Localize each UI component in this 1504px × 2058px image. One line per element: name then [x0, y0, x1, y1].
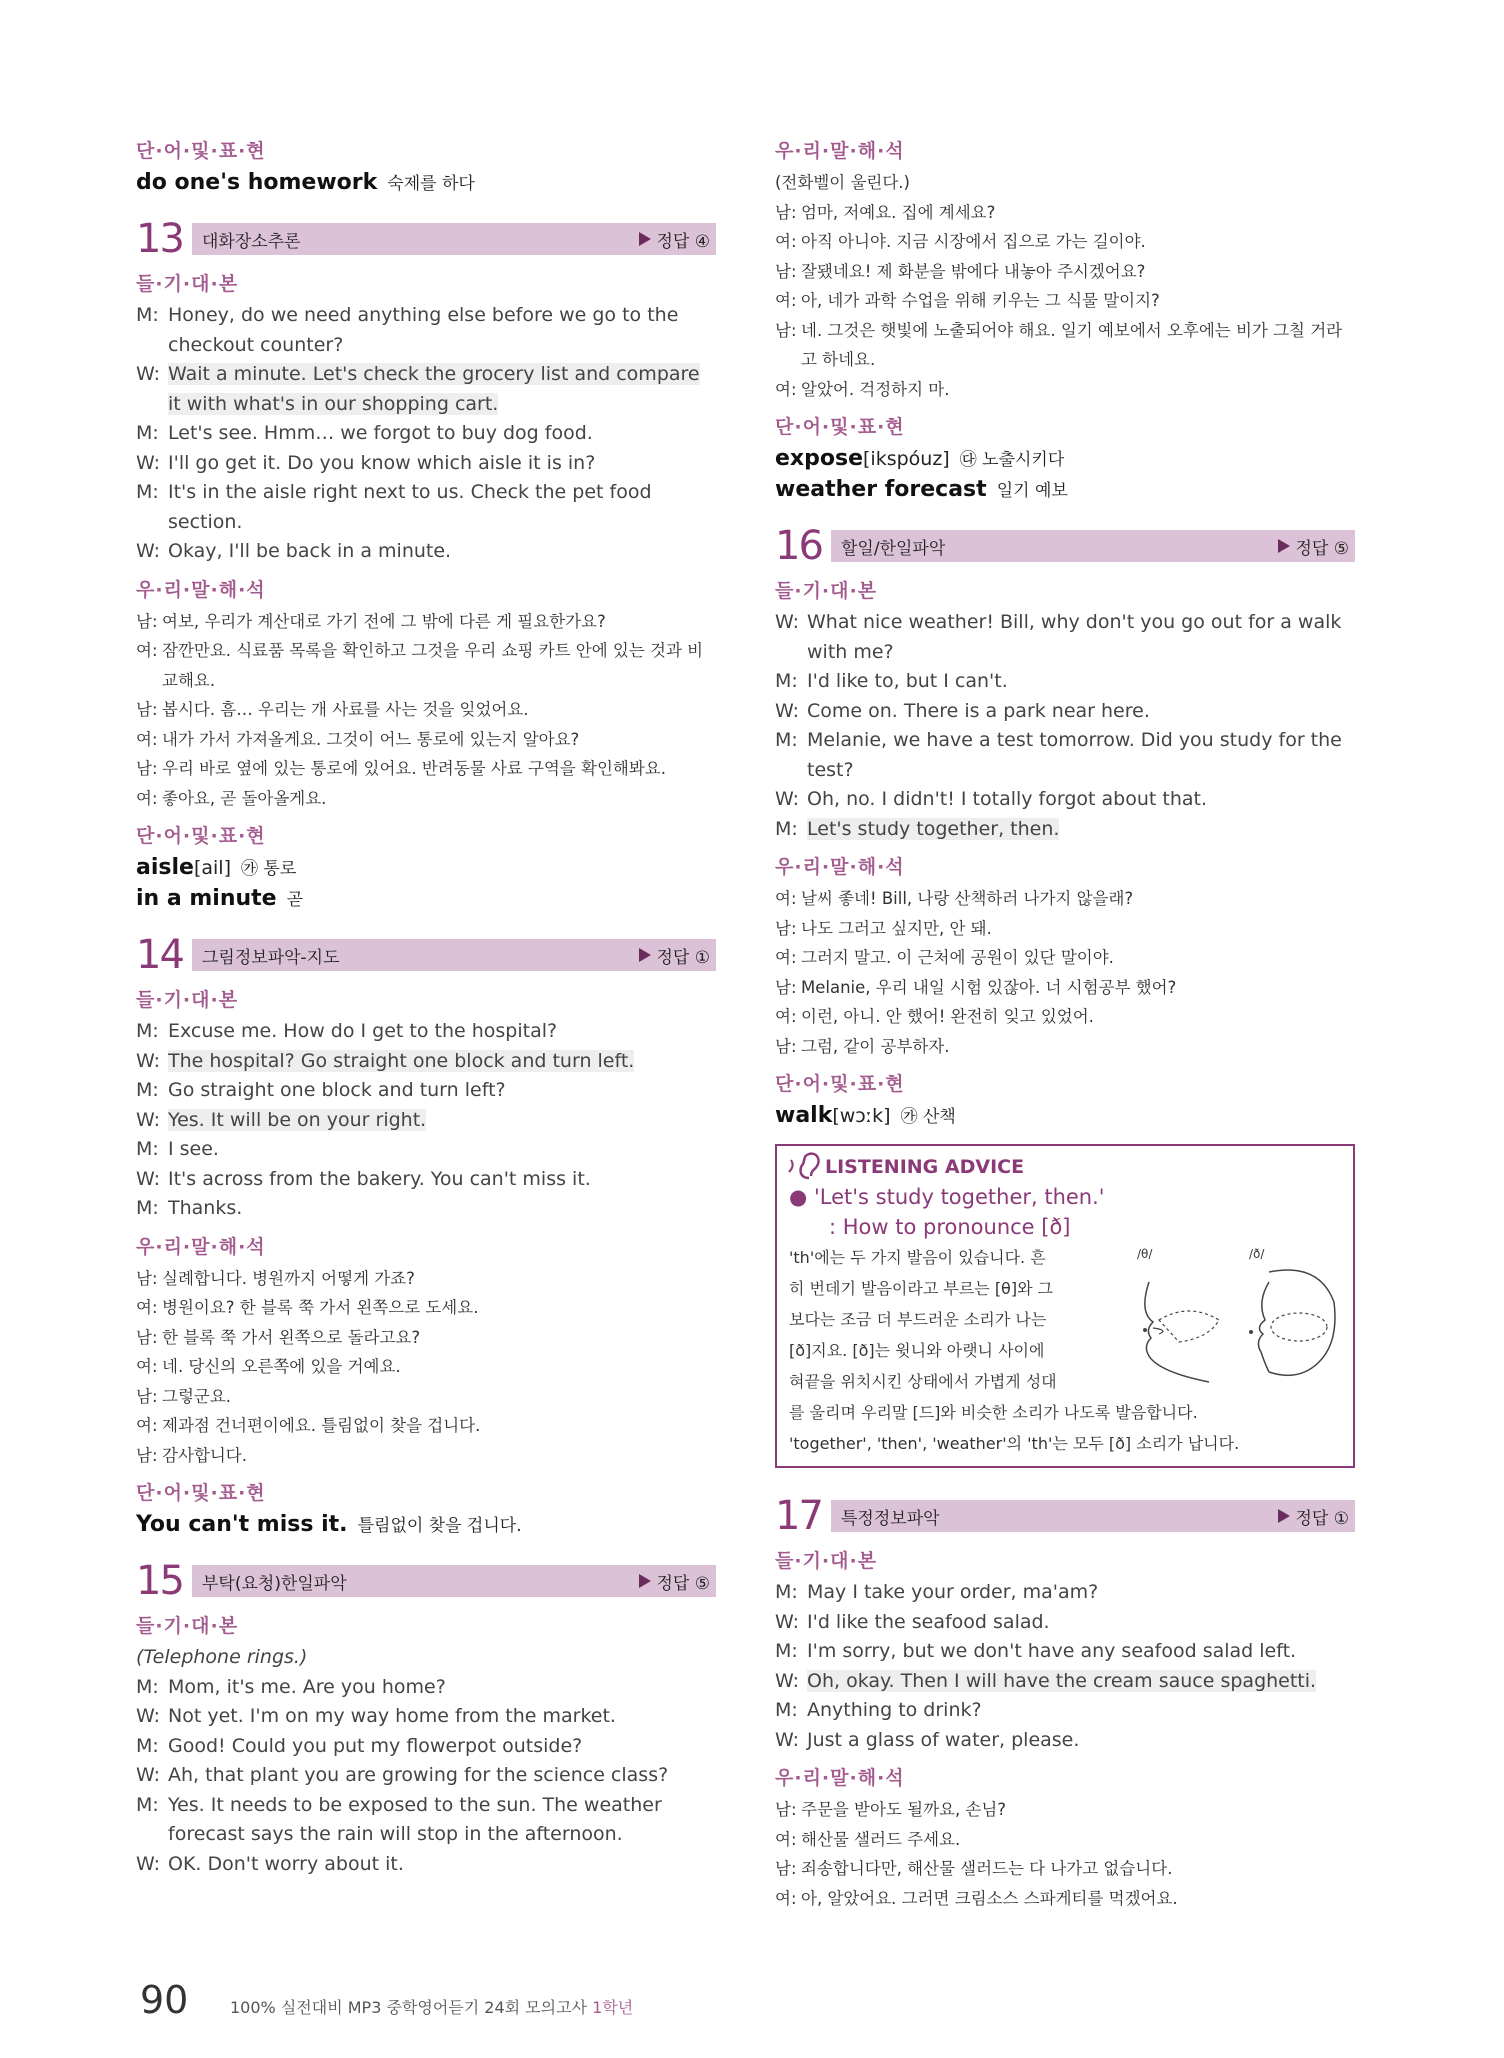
- translation-line: 여: 아, 알았어요. 그러면 크림소스 스파게티를 먹겠어요.: [775, 1888, 1178, 1908]
- translation-line: 남: 감사합니다.: [136, 1445, 247, 1465]
- triangle-icon: [639, 232, 651, 246]
- advice-line: 를 울리며 우리말 [드]와 비슷한 소리가 나도록 발음합니다.: [789, 1403, 1198, 1422]
- question-number: 17: [775, 1493, 822, 1539]
- script-line: W: The hospital? Go straight one block and turn left.: [136, 1049, 635, 1072]
- question-type: 그림정보파악-지도: [202, 947, 340, 968]
- advice-topic: : How to pronounce [ð]: [829, 1215, 1071, 1239]
- script-line: M: Yes. It needs to be exposed to the sun. The weather forecast says the rain will stop in the afternoon.: [136, 1793, 662, 1845]
- script-line: W: Ah, that plant you are growing for the science class?: [136, 1764, 669, 1786]
- vocab-item: walk[wɔːk] ㉮ 산책: [775, 1103, 956, 1128]
- listening-script-label: 들·기·대·본: [136, 1615, 239, 1637]
- translation-label: 우·리·말·해·석: [775, 140, 905, 162]
- translation-line: 남: 주문을 받아도 될까요, 손님?: [775, 1800, 1007, 1819]
- script-line: W: Just a glass of water, please.: [775, 1728, 1080, 1751]
- question-type: 할일/한일파악: [841, 538, 946, 559]
- question-number: 14: [136, 932, 183, 978]
- question-16-header: [775, 524, 1355, 568]
- translation-line: 여: 아, 네가 과학 수업을 위해 키우는 그 식물 말이지?: [775, 291, 1160, 310]
- vocab-item: aisle[ail] ㉮ 통로: [136, 855, 297, 880]
- triangle-icon: [639, 1574, 651, 1588]
- question-type-bar: [831, 530, 1355, 562]
- advice-body: [789, 1242, 1341, 1459]
- script-line: M: I'd like to, but I can't.: [775, 670, 1008, 692]
- answer: 정답 ⑤: [639, 1569, 711, 1594]
- listening-script-label: 들·기·대·본: [775, 580, 878, 602]
- triangle-icon: [1278, 539, 1290, 553]
- vocab-item: expose[ikspóuz] ㉰ 노출시키다: [775, 446, 1065, 471]
- script-line: W: Oh, no. I didn't! I totally forgot about that.: [775, 788, 1208, 810]
- advice-line: 'together', 'then', 'weather'의 'th'는 모두 [ð] 소리가 납니다.: [789, 1434, 1240, 1453]
- translation-line: 여: 해산물 샐러드 주세요.: [775, 1829, 961, 1849]
- translation-line: 여: 이런, 아니. 안 했어! 완전히 잊고 있었어.: [775, 1007, 1094, 1026]
- script-line: M: Melanie, we have a test tomorrow. Did you study for the test?: [775, 729, 1342, 781]
- translation-label: 우·리·말·해·석: [136, 1235, 266, 1258]
- script-line: M: Let's study together, then.: [775, 817, 1060, 840]
- advice-sentence: ● 'Let's study together, then.': [789, 1185, 1105, 1209]
- triangle-icon: [1278, 1509, 1290, 1523]
- script-line: M: Good! Could you put my flowerpot outside?: [136, 1734, 583, 1757]
- script-line: W: Okay, I'll be back in a minute.: [136, 540, 452, 562]
- listening-script-label: 들·기·대·본: [136, 989, 239, 1011]
- translation-line: 여: 네. 당신의 오른쪽에 있을 거예요.: [136, 1357, 401, 1376]
- question-15-header: [136, 1559, 716, 1603]
- theta-label: /θ/: [1137, 1247, 1153, 1261]
- grade-label: 1학년: [592, 1998, 634, 2017]
- script-line: M: Go straight one block and turn left?: [136, 1079, 506, 1101]
- translation-label: 우·리·말·해·석: [775, 856, 905, 878]
- translation-label: 우·리·말·해·석: [775, 1767, 905, 1789]
- advice-title: LISTENING ADVICE: [825, 1156, 1025, 1178]
- translation-line: 남: 그럼, 같이 공부하자.: [775, 1036, 950, 1056]
- script-line: M: Excuse me. How do I get to the hospital?: [136, 1020, 558, 1042]
- question-14-header: [136, 933, 716, 977]
- answer: 정답 ⑤: [1278, 534, 1350, 559]
- script-line: W: Oh, okay. Then I will have the cream sauce spaghetti.: [775, 1669, 1317, 1692]
- listening-script-label: 들·기·대·본: [775, 1550, 878, 1572]
- translation-line: 남: 죄송합니다만, 해산물 샐러드는 다 나가고 없습니다.: [775, 1859, 1173, 1878]
- vocab-label: 단·어·및·표·현: [775, 1073, 905, 1095]
- question-number: 15: [136, 1558, 183, 1604]
- ear-icon: [785, 1150, 825, 1182]
- translation-line: 여: 그러지 말고. 이 근처에 공원이 있단 말이야.: [775, 948, 1114, 967]
- advice-line: 혀끝을 위치시킨 상태에서 가볍게 성대: [789, 1372, 1057, 1391]
- translation-line: 남: 한 블록 쭉 가서 왼쪽으로 돌라고요?: [136, 1327, 421, 1347]
- vocab-label: 단·어·및·표·현: [775, 416, 905, 438]
- advice-line: [ð]지요. [ð]는 윗니와 아랫니 사이에: [789, 1341, 1045, 1360]
- vocab-label: 단·어·및·표·현: [136, 140, 266, 162]
- advice-line: 보다는 조금 더 부드러운 소리가 나는: [789, 1310, 1047, 1329]
- script-line: M: Mom, it's me. Are you home?: [136, 1675, 446, 1698]
- script-line: W: Yes. It will be on your right.: [136, 1108, 427, 1131]
- translation-line: 여: 좋아요, 곧 돌아올게요.: [136, 788, 327, 808]
- translation-line: 남: 여보, 우리가 계산대로 가기 전에 그 밖에 다른 게 필요한가요?: [136, 611, 606, 631]
- script-line: M: It's in the aisle right next to us. Check the pet food section.: [136, 481, 652, 533]
- translation-line: 여: 날씨 좋네! Bill, 나랑 산책하러 나가지 않을래?: [775, 889, 1134, 908]
- translation-line: 여: 알았어. 걱정하지 마.: [775, 379, 950, 399]
- question-type-bar: [192, 1565, 716, 1597]
- script-line: W: Not yet. I'm on my way home from the market.: [136, 1705, 616, 1727]
- question-number: 16: [775, 523, 822, 569]
- script-line: M: Thanks.: [136, 1197, 243, 1219]
- script-line: M: I see.: [136, 1138, 219, 1160]
- translation-line: 남: Melanie, 우리 내일 시험 있잖아. 너 시험공부 했어?: [775, 977, 1177, 997]
- vocab-item: do one's homework 숙제를 하다: [136, 170, 475, 195]
- script-line: W: What nice weather! Bill, why don't you go out for a walk with me?: [775, 611, 1342, 663]
- vocab-label: 단·어·및·표·현: [136, 825, 266, 847]
- script-line: M: Anything to drink?: [775, 1699, 982, 1721]
- translation-line: 남: 나도 그러고 싶지만, 안 돼.: [775, 918, 992, 938]
- listening-advice-box: [775, 1144, 1355, 1468]
- script-line: W: Wait a minute. Let's check the grocery list and compare it with what's in our shopping cart.: [136, 363, 700, 415]
- script-line: W: I'll go get it. Do you know which aisle it is in?: [136, 451, 596, 474]
- advice-line: 히 번데기 발음이라고 부르는 [θ]와 그: [789, 1279, 1054, 1298]
- script-line: W: Come on. There is a park near here.: [775, 699, 1150, 722]
- answer: 정답 ①: [1278, 1504, 1350, 1529]
- mouth-diagram-illustration: [1119, 1242, 1349, 1392]
- script-line: W: OK. Don't worry about it.: [136, 1852, 404, 1875]
- answer: 정답 ①: [639, 943, 711, 968]
- right-column: [775, 128, 1355, 1913]
- translation-line: 남: 실례합니다. 병원까지 어떻게 가죠?: [136, 1268, 415, 1288]
- eth-label: /ð/: [1249, 1247, 1265, 1261]
- question-number: 13: [136, 216, 183, 262]
- page-footer: [140, 1978, 633, 2022]
- script-line: M: Honey, do we need anything else before we go to the checkout counter?: [136, 304, 679, 356]
- question-type: 대화장소추론: [202, 231, 301, 252]
- translation-line: 여: 아직 아니야. 지금 시장에서 집으로 가는 길이야.: [775, 232, 1146, 251]
- vocab-item: weather forecast 일기 예보: [775, 477, 1068, 502]
- question-13-header: [136, 217, 716, 261]
- vocab-item: You can't miss it. 틀림없이 찾을 겁니다.: [136, 1512, 522, 1537]
- translation-line: 남: 잘됐네요! 제 화분을 밖에다 내놓아 주시겠어요?: [775, 261, 1146, 281]
- question-17-header: [775, 1494, 1355, 1538]
- translation-line: 남: 우리 바로 옆에 있는 통로에 있어요. 반려동물 사료 구역을 확인해봐요.: [136, 759, 666, 778]
- script-line: M: May I take your order, ma'am?: [775, 1581, 1099, 1603]
- translation-line: 남: 그렇군요.: [136, 1386, 232, 1406]
- stage-direction: (전화벨이 울린다.): [775, 173, 910, 192]
- page-number: 90: [140, 1978, 189, 2022]
- vocab-item: in a minute 곧: [136, 886, 304, 911]
- book-title: 100% 실전대비 MP3 중학영어듣기 24회 모의고사: [230, 1998, 588, 2017]
- translation-line: 남: 봅시다. 흠… 우리는 개 사료를 사는 것을 잊었어요.: [136, 700, 529, 719]
- question-type: 특정정보파악: [841, 1508, 940, 1529]
- question-type: 부탁(요청)한일파악: [202, 1573, 347, 1594]
- translation-line: 여: 병원이요? 한 블록 쭉 가서 왼쪽으로 도세요.: [136, 1298, 479, 1317]
- translation-line: 여: 제과점 건너편이에요. 틀림없이 찾을 겁니다.: [136, 1416, 481, 1435]
- script-line: W: I'd like the seafood salad.: [775, 1610, 1050, 1633]
- script-line: M: Let's see. Hmm… we forgot to buy dog food.: [136, 422, 593, 444]
- question-type-bar: [831, 1500, 1355, 1532]
- translation-line: 남: 네. 그것은 햇빛에 노출되어야 해요. 일기 예보에서 오후에는 비가 그칠 거라고 하네요.: [775, 320, 1343, 369]
- question-type-bar: [192, 223, 716, 255]
- advice-line: 'th'에는 두 가지 발음이 있습니다. 흔: [789, 1248, 1046, 1267]
- triangle-icon: [639, 948, 651, 962]
- script-line: W: It's across from the bakery. You can't miss it.: [136, 1167, 591, 1190]
- script-line: M: I'm sorry, but we don't have any seafood salad left.: [775, 1640, 1297, 1662]
- translation-line: 남: 엄마, 저예요. 집에 계세요?: [775, 202, 996, 222]
- question-type-bar: [192, 939, 716, 971]
- left-column: [136, 128, 716, 1879]
- translation-line: 여: 잠깐만요. 식료품 목록을 확인하고 그것을 우리 쇼핑 카트 안에 있는 것과 비교해요.: [136, 641, 704, 690]
- translation-label: 우·리·말·해·석: [136, 578, 266, 601]
- listening-script-label: 들·기·대·본: [136, 273, 239, 295]
- translation-line: 여: 내가 가서 가져올게요. 그것이 어느 통로에 있는지 알아요?: [136, 729, 580, 749]
- vocab-label: 단·어·및·표·현: [136, 1482, 266, 1504]
- answer: 정답 ④: [639, 227, 711, 252]
- stage-direction: (Telephone rings.): [136, 1646, 308, 1668]
